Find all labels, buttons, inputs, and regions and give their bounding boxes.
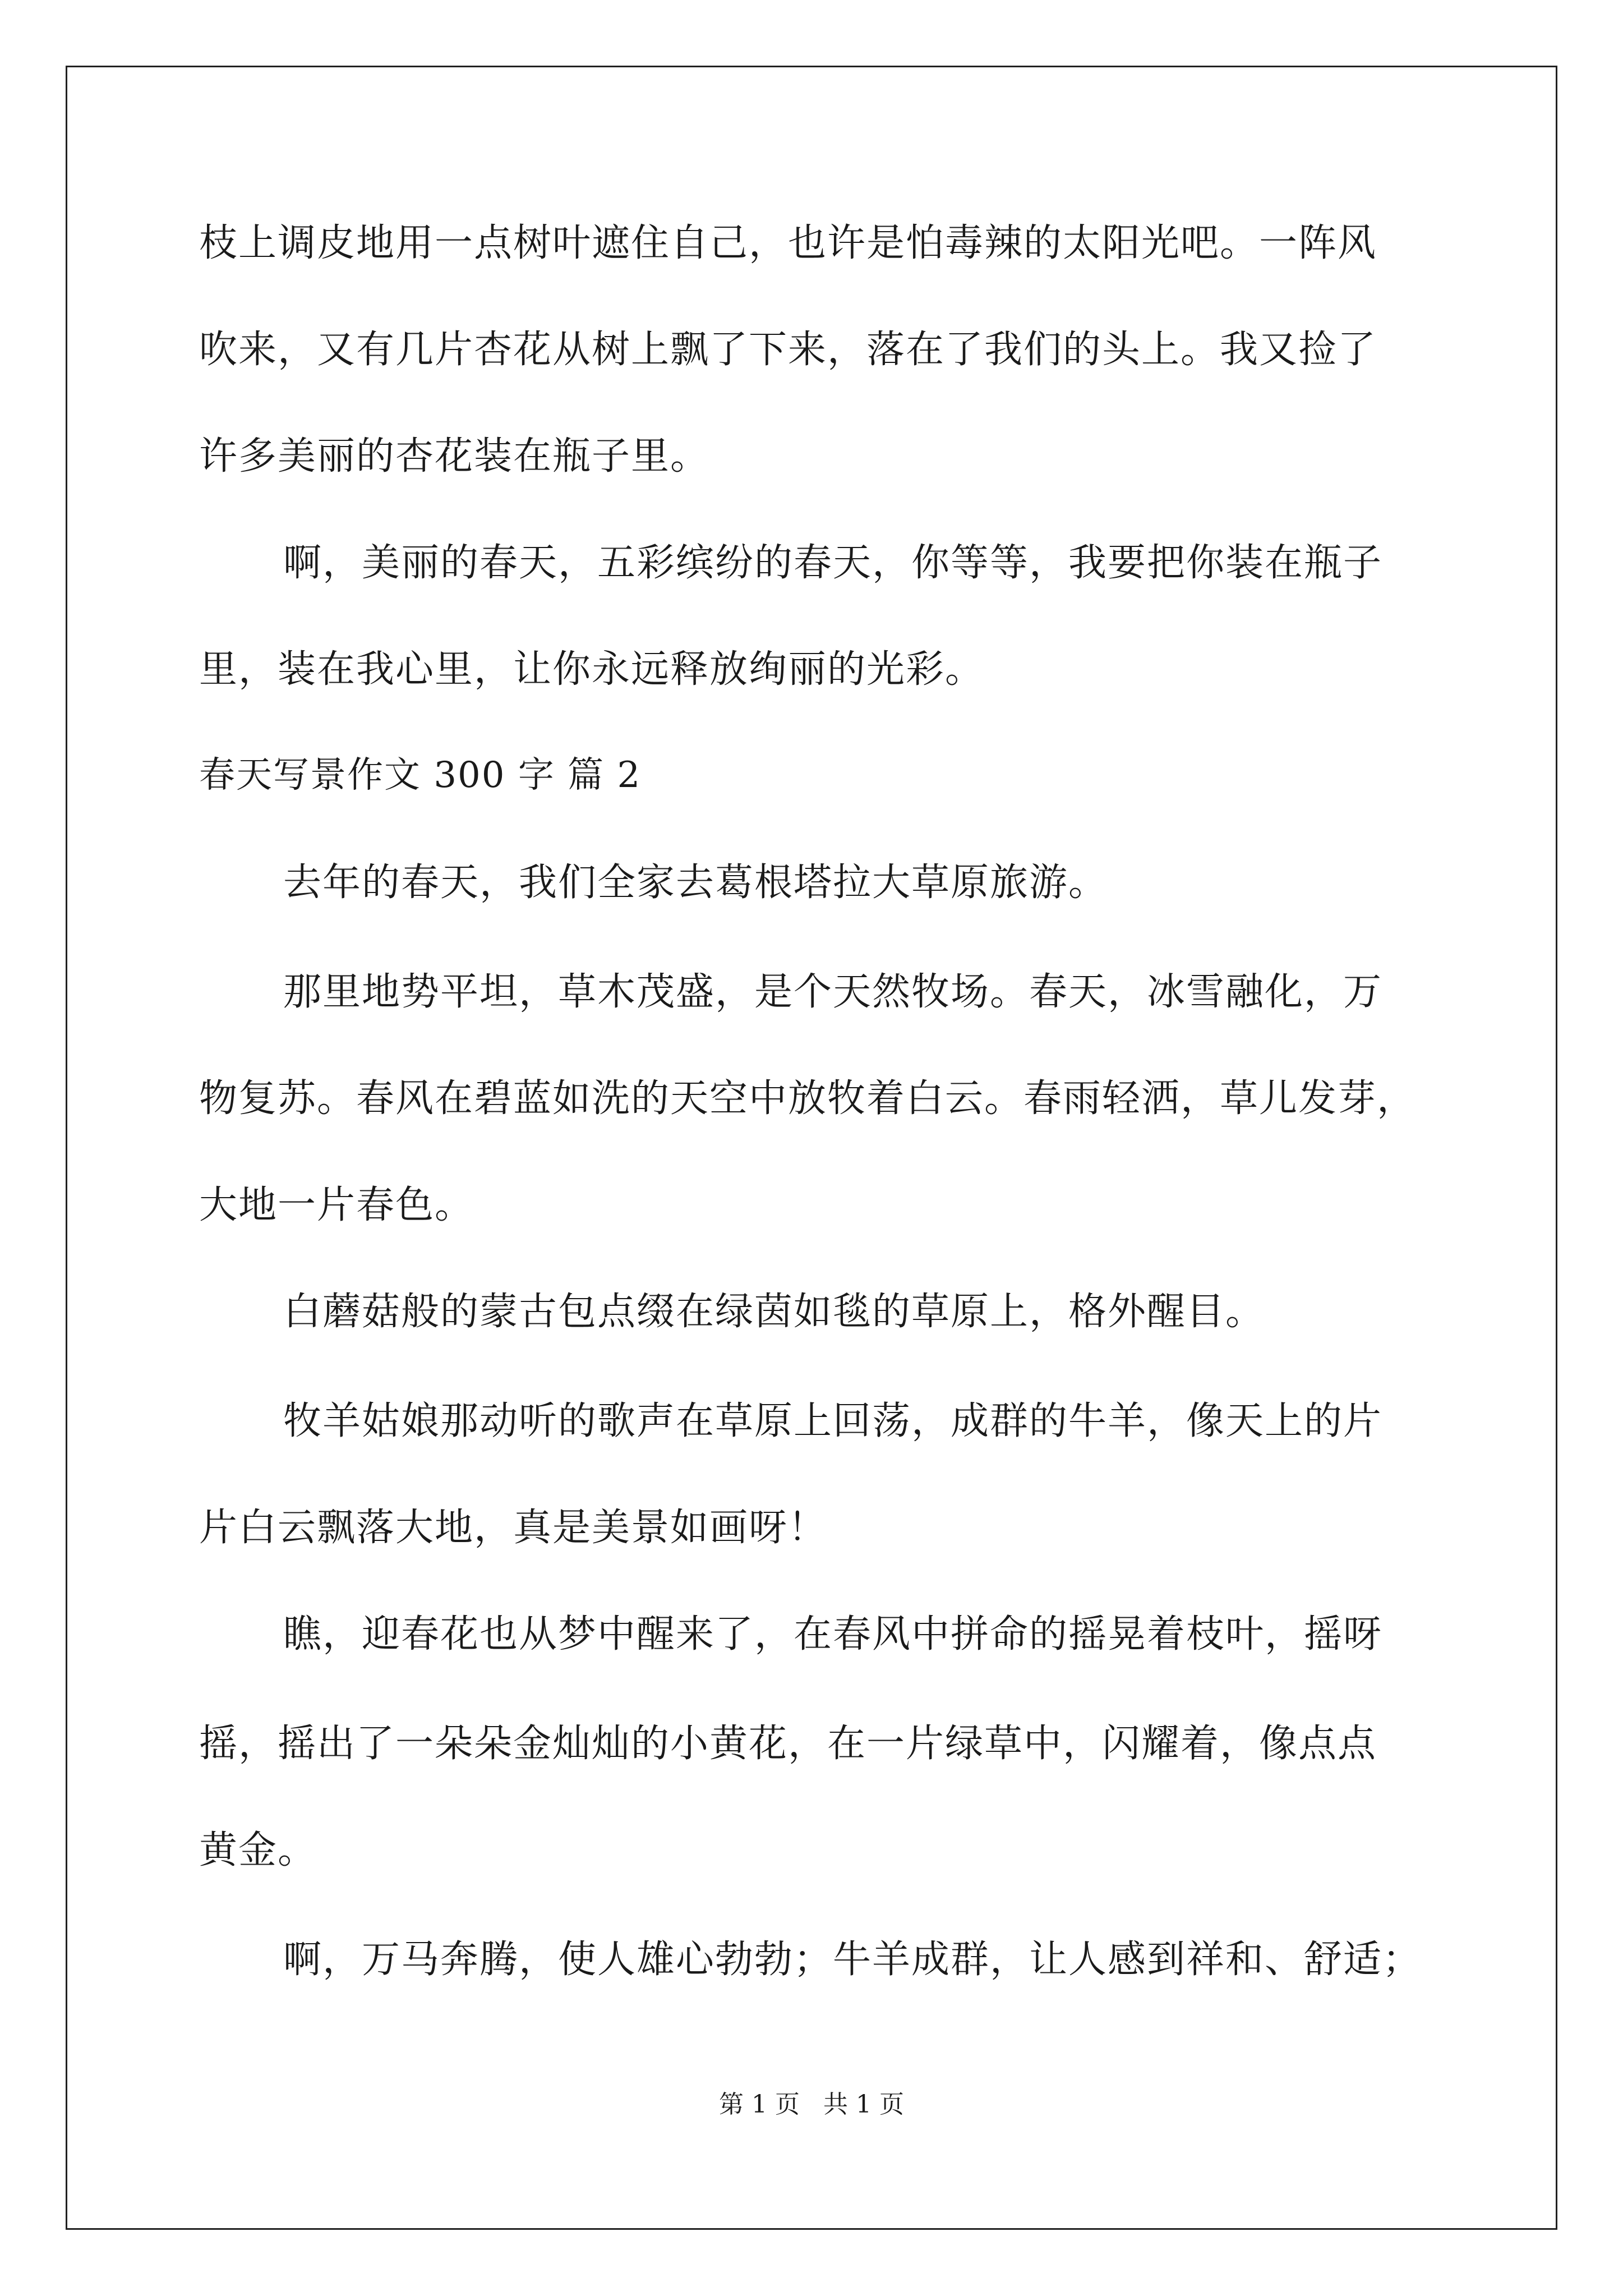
text-line: 牧羊姑娘那动听的歌声在草原上回荡，成群的牛羊，像天上的片: [283, 1399, 1383, 1443]
text-line: 去年的春天，我们全家去葛根塔拉大草原旅游。: [283, 861, 1108, 905]
text-line: 大地一片春色。: [199, 1183, 474, 1227]
text-line: 许多美丽的杏花装在瓶子里。: [199, 434, 710, 478]
text-line: 那里地势平坦，草木茂盛，是个天然牧场。春天，冰雪融化，万: [283, 970, 1383, 1014]
text-line: 吹来，又有几片杏花从树上飘了下来，落在了我们的头上。我又捡了: [199, 328, 1377, 372]
text-line: 摇，摇出了一朵朵金灿灿的小黄花，在一片绿草中，闪耀着，像点点: [199, 1722, 1377, 1766]
page-footer: 第 1 页 共 1 页: [719, 2090, 904, 2119]
text-line: 枝上调皮地用一点树叶遮住自己，也许是怕毒辣的太阳光吧。一阵风: [199, 221, 1377, 265]
text-line: 瞧，迎春花也从梦中醒来了，在春风中拼命的摇晃着枝叶，摇呀: [283, 1612, 1383, 1657]
text-line: 物复苏。春风在碧蓝如洗的天空中放牧着白云。春雨轻洒，草儿发芽，: [199, 1076, 1417, 1121]
text-line: 里，装在我心里，让你永远释放绚丽的光彩。: [199, 647, 985, 692]
text-line: 黄金。: [199, 1828, 317, 1872]
text-line: 片白云飘落大地，真是美景如画呀！: [199, 1506, 828, 1550]
section-heading: 春天写景作文 300 字 篇 2: [199, 754, 642, 796]
page-border: [66, 66, 1557, 2230]
text-line: 啊，万马奔腾，使人雄心勃勃；牛羊成群，让人感到祥和、舒适；: [283, 1938, 1422, 1982]
text-line: 啊，美丽的春天，五彩缤纷的春天，你等等，我要把你装在瓶子: [283, 541, 1383, 585]
text-line: 白蘑菇般的蒙古包点缀在绿茵如毯的草原上，格外醒目。: [283, 1290, 1265, 1334]
